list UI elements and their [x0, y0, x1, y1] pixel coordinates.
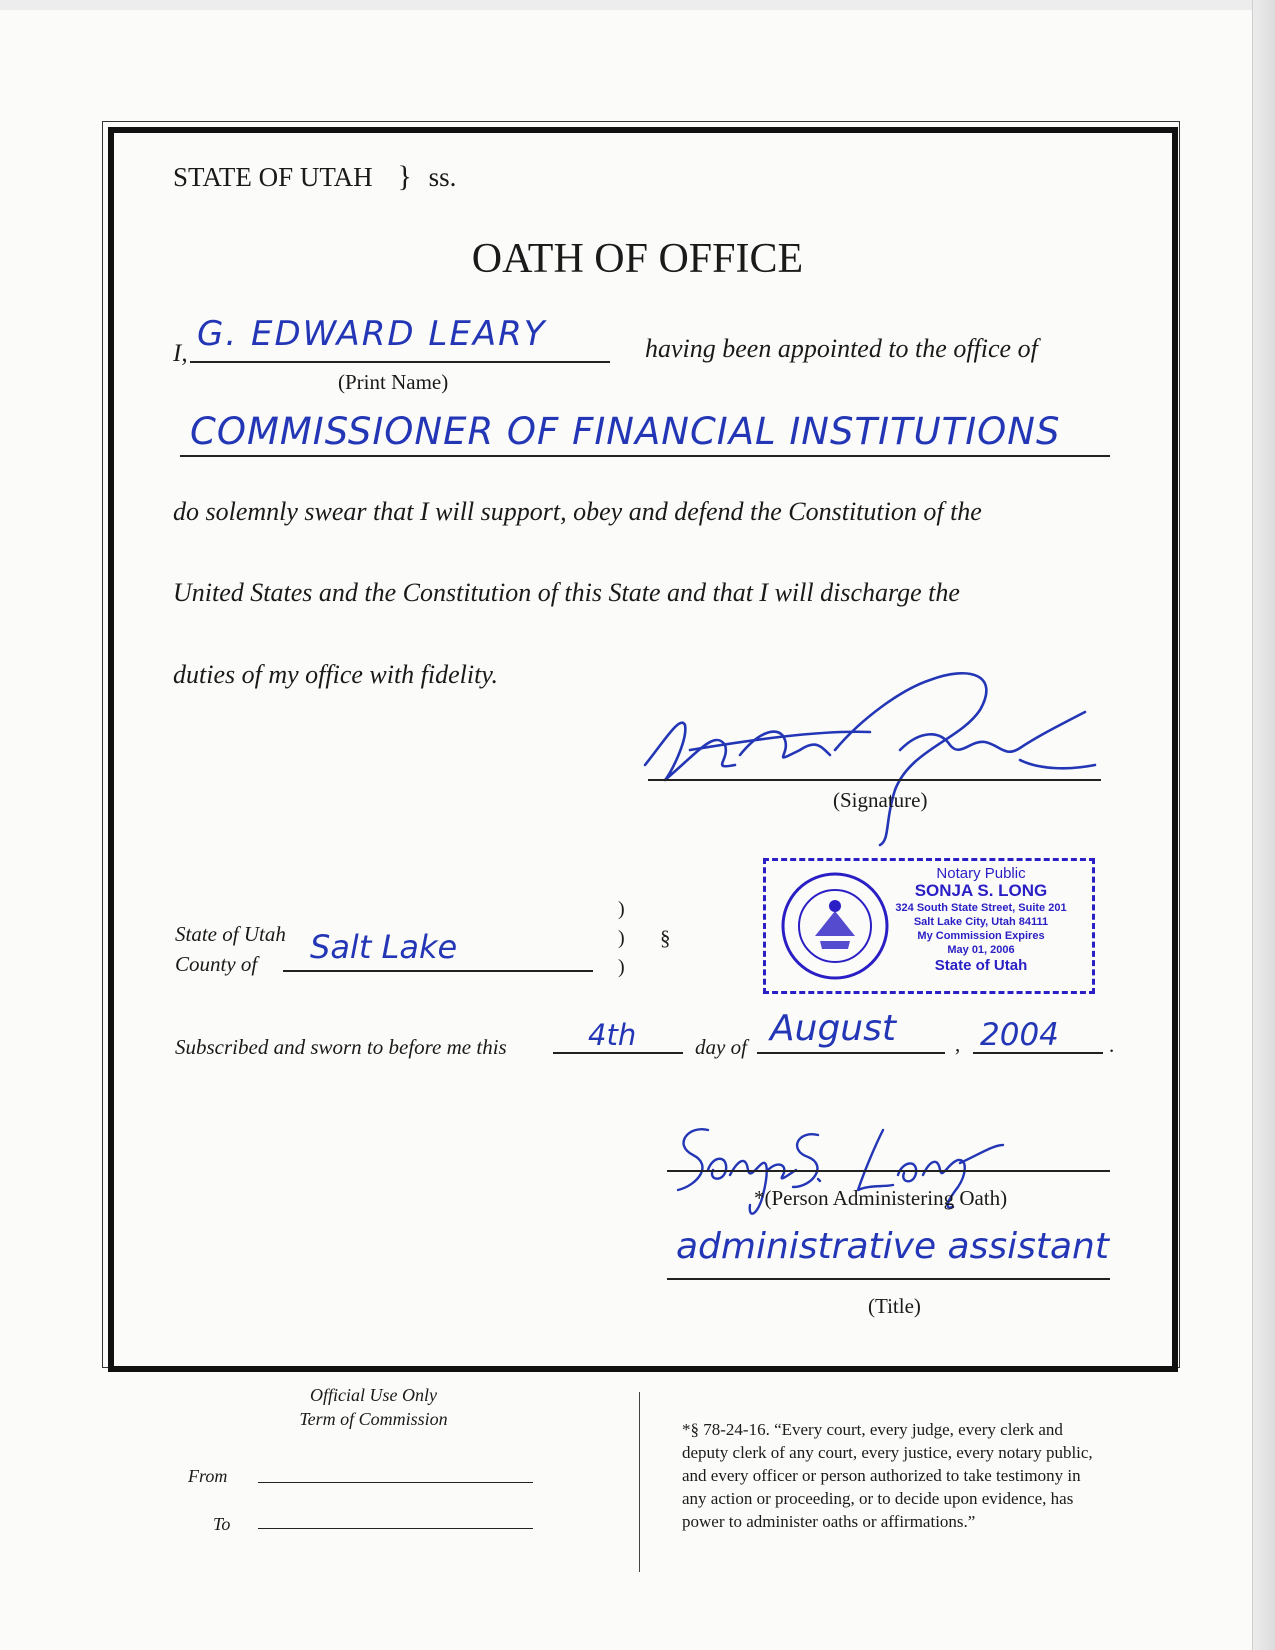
county-line: [283, 970, 593, 972]
appointed-text: having been appointed to the office of: [645, 334, 1038, 363]
footnote-line5: power to administer oaths or affirmations.”: [682, 1512, 976, 1531]
venue-parens: [618, 895, 625, 982]
administrator-label: *(Person Administering Oath): [754, 1186, 1008, 1210]
page-title: OATH OF OFFICE: [471, 236, 804, 282]
officer-signature: [640, 670, 1140, 850]
ss-label: ss.: [428, 162, 457, 192]
month-line: [757, 1052, 945, 1054]
footnote-line1: *§ 78-24-16. “Every court, every judge, every clerk and: [682, 1420, 1063, 1439]
year-handwritten: 2004: [980, 1017, 1059, 1053]
paren-3: ): [618, 956, 625, 978]
stamp-address1: 324 South State Street, Suite 201: [895, 902, 1067, 914]
title-line: [667, 1278, 1110, 1280]
from-label: From: [188, 1466, 228, 1486]
venue-county-label: County of: [175, 952, 258, 976]
paren-1: ): [618, 898, 625, 920]
stamp-state: State of Utah: [934, 957, 1028, 974]
office-line: [180, 455, 1110, 457]
state-seal: [780, 871, 890, 981]
signature-label: (Signature): [833, 788, 928, 812]
paren-2: ): [618, 927, 625, 949]
scan-top-edge: [0, 0, 1275, 10]
to-line: [258, 1528, 533, 1529]
print-name-label: (Print Name): [338, 370, 449, 394]
administrator-title-handwritten: administrative assistant: [676, 1226, 1109, 1267]
state-line: STATE OF UTAH: [173, 162, 373, 192]
oath-body-line3: duties of my office with fidelity.: [173, 660, 498, 689]
date-comma: ,: [955, 1032, 961, 1056]
name-line: [190, 361, 610, 363]
state-header: [173, 160, 456, 194]
name-handwritten: G. EDWARD LEARY: [197, 314, 547, 354]
term-heading: Term of Commission: [299, 1409, 448, 1429]
stamp-address2: Salt Lake City, Utah 84111: [913, 916, 1049, 928]
stamp-title: Notary Public: [936, 865, 1026, 882]
footnote-line4: any action or proceeding, or to decide upon evidence, has: [682, 1489, 1074, 1508]
notary-stamp: [763, 858, 1095, 994]
title-label: (Title): [868, 1294, 921, 1318]
year-line: [973, 1052, 1103, 1054]
oath-prefix: I,: [173, 340, 188, 367]
statute-footnote: [682, 1418, 1093, 1533]
stamp-name: SONJA S. LONG: [914, 881, 1048, 900]
footer-divider: [639, 1392, 640, 1572]
official-use-heading: Official Use Only: [310, 1385, 437, 1405]
day-handwritten: 4th: [588, 1018, 637, 1052]
administrator-line: [667, 1170, 1110, 1172]
date-period: .: [1109, 1033, 1115, 1057]
subscribed-prefix: Subscribed and sworn to before me this: [175, 1035, 507, 1059]
from-line: [258, 1482, 533, 1483]
day-line: [553, 1052, 683, 1054]
stamp-expires: May 01, 2006: [947, 944, 1015, 956]
to-label: To: [213, 1514, 231, 1534]
venue-state-label: State of Utah: [175, 922, 286, 946]
day-of-label: day of: [695, 1035, 747, 1059]
oath-body-line2: United States and the Constitution of this State and that I will discharge the: [173, 578, 960, 607]
oath-body-line1: do solemnly swear that I will support, obey and defend the Constitution of the: [173, 497, 982, 526]
county-handwritten: Salt Lake: [310, 928, 458, 966]
footnote-line2: deputy clerk of any court, every justice, every notary public,: [682, 1443, 1093, 1462]
month-handwritten: August: [770, 1008, 896, 1049]
section-symbol: §: [660, 926, 671, 950]
footnote-line3: and every officer or person authorized to take testimony in: [682, 1466, 1081, 1485]
signature-line: [648, 779, 1101, 781]
office-handwritten: COMMISSIONER OF FINANCIAL INSTITUTIONS: [190, 410, 1061, 453]
stamp-commission: My Commission Expires: [917, 930, 1045, 942]
brace: }: [397, 160, 412, 193]
